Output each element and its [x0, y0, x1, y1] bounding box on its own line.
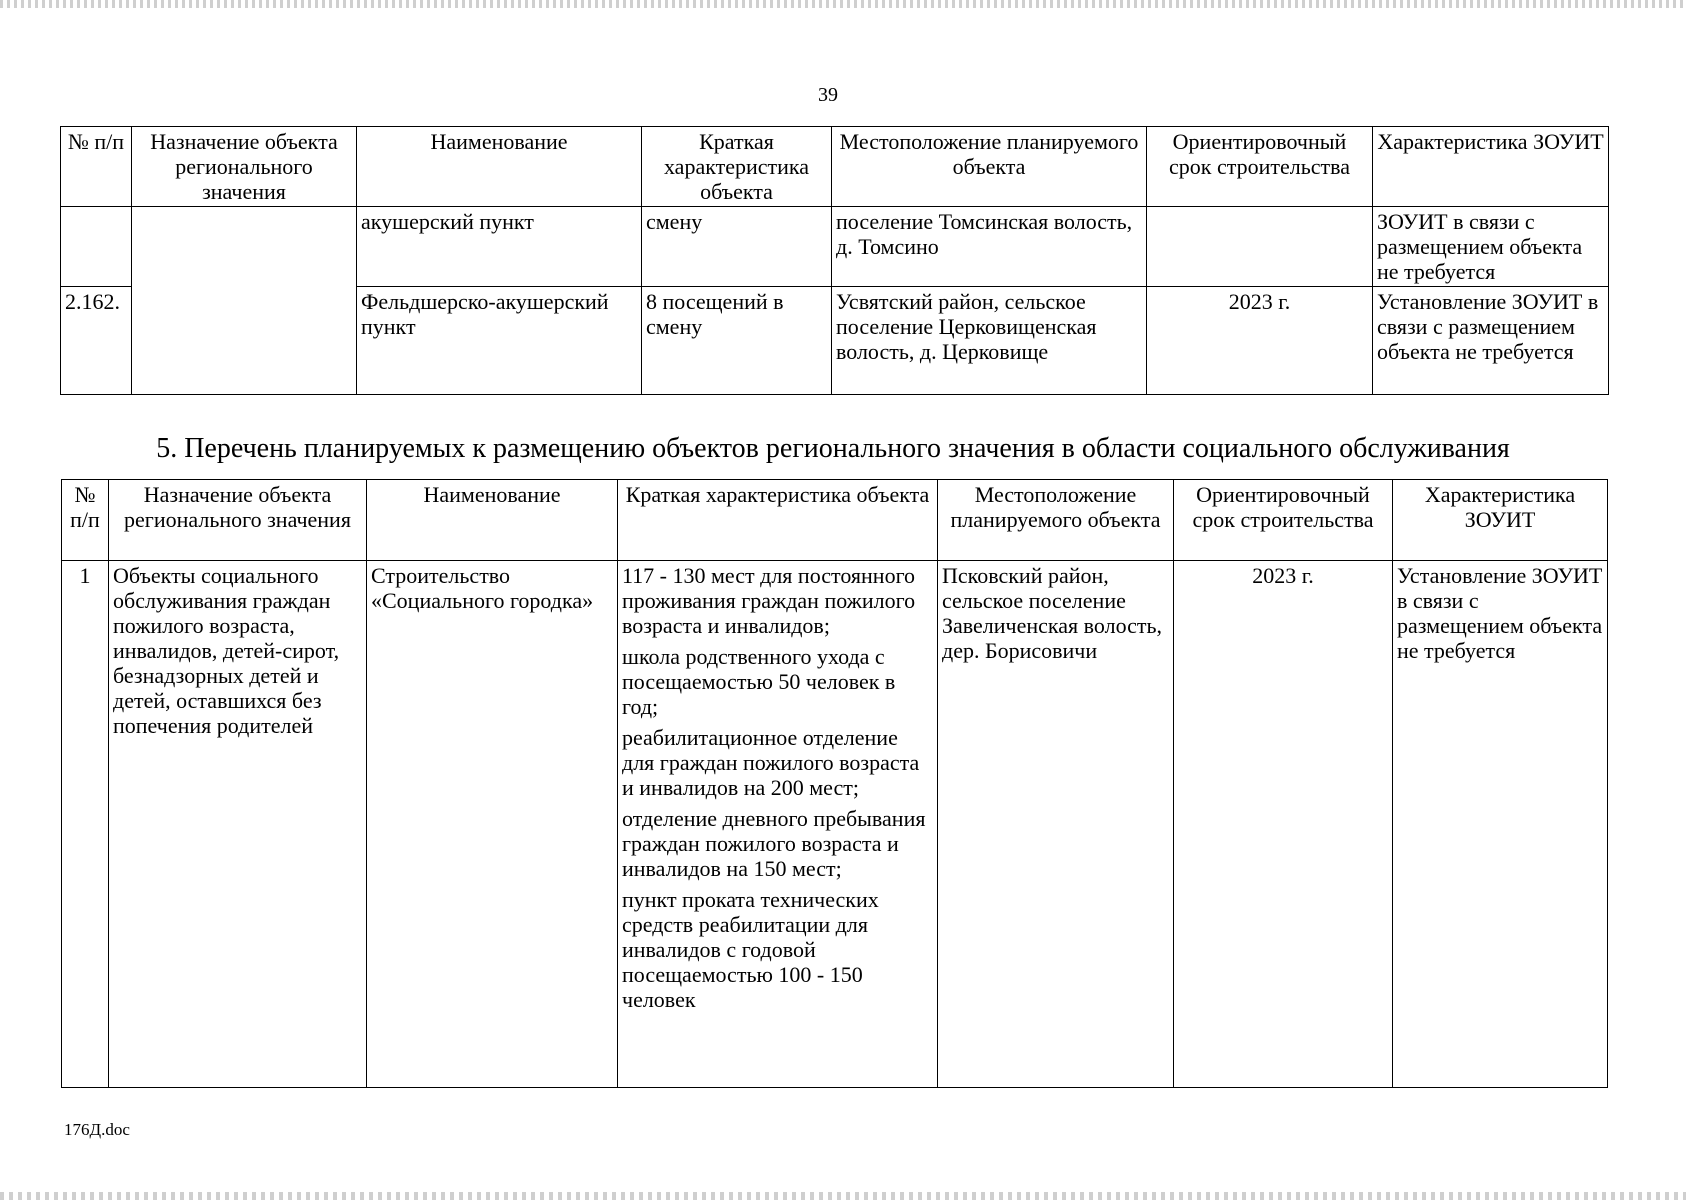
cell-term: [1147, 207, 1373, 287]
cell-location: поселение Томсинская волость, д. Томсино: [832, 207, 1147, 287]
section-title: 5. Перечень планируемых к размещению объектов регионального значения в области социального обслуживания: [156, 433, 1510, 464]
list-item: пункт проката технических средств реабилитации для инвалидов с годовой посещаемостью 100 - 150 человек: [622, 887, 879, 1012]
header-number: № п/п: [61, 127, 132, 207]
cell-characteristic: 8 посещений в смену: [642, 287, 832, 395]
header-purpose: Назначение объекта регионального значения: [109, 480, 367, 561]
table-row: [61, 207, 1609, 287]
cell-name: акушерский пункт: [357, 207, 642, 287]
list-item: школа родственного ухода с посещаемостью 50 человек в год;: [622, 644, 896, 719]
cell-number: 2.162.: [61, 287, 132, 395]
list-item: отделение дневного пребывания граждан пожилого возраста и инвалидов на 150 мест;: [622, 806, 926, 881]
list-item: 117 - 130 мест для постоянного проживания граждан пожилого возраста и инвалидов;: [622, 563, 916, 638]
header-term: Ориентировочный срок строительства: [1174, 480, 1393, 561]
table-row: [62, 561, 1608, 1088]
header-name: Наименование: [357, 127, 642, 207]
cell-term: 2023 г.: [1147, 287, 1373, 395]
header-characteristic: Краткая характеристика объекта: [642, 127, 832, 207]
cell-location: Псковский район, сельское поселение Завеличенская волость, дер. Борисовичи: [938, 561, 1174, 1088]
page-number: 39: [818, 84, 838, 106]
scan-edge-top: [0, 0, 1686, 8]
header-number: № п/п: [62, 480, 109, 561]
cell-name: Фельдшерско-акушерский пункт: [357, 287, 642, 395]
objects-table-continued: [60, 126, 1609, 395]
header-purpose: Назначение объекта регионального значения: [132, 127, 357, 207]
header-zouit: Характеристика ЗОУИТ: [1393, 480, 1608, 561]
header-location: Местоположение планируемого объекта: [938, 480, 1174, 561]
list-item: реабилитационное отделение для граждан пожилого возраста и инвалидов на 200 мест;: [622, 725, 920, 800]
cell-term: 2023 г.: [1174, 561, 1393, 1088]
scan-edge-bottom: [0, 1192, 1686, 1200]
cell-zouit: ЗОУИТ в связи с размещением объекта не требуется: [1373, 207, 1609, 287]
cell-location: Усвятский район, сельское поселение Церковищенская волость, д. Церковище: [832, 287, 1147, 395]
cell-name: Строительство «Социального городка»: [367, 561, 618, 1088]
cell-zouit: Установление ЗОУИТ в связи с размещением объекта не требуется: [1393, 561, 1608, 1088]
header-name: Наименование: [367, 480, 618, 561]
cell-number: 1: [62, 561, 109, 1088]
footer-filename: 176Д.doc: [64, 1120, 130, 1139]
cell-characteristic-list: [618, 561, 938, 1088]
cell-number: [61, 207, 132, 287]
table1-header-row: [61, 127, 1609, 207]
social-services-table: [61, 479, 1608, 1088]
cell-purpose: Объекты социального обслуживания граждан пожилого возраста, инвалидов, детей-сирот, безнадзорных детей и детей, оставшихся без попечения родителей: [109, 561, 367, 1088]
cell-purpose: [132, 207, 357, 395]
header-zouit: Характеристика ЗОУИТ: [1373, 127, 1609, 207]
cell-zouit: Установление ЗОУИТ в связи с размещением объекта не требуется: [1373, 287, 1609, 395]
table2-header-row: [62, 480, 1608, 561]
header-location: Местоположение планируемого объекта: [832, 127, 1147, 207]
header-characteristic: Краткая характеристика объекта: [618, 480, 938, 561]
header-term: Ориентировочный срок строительства: [1147, 127, 1373, 207]
cell-characteristic: смену: [642, 207, 832, 287]
